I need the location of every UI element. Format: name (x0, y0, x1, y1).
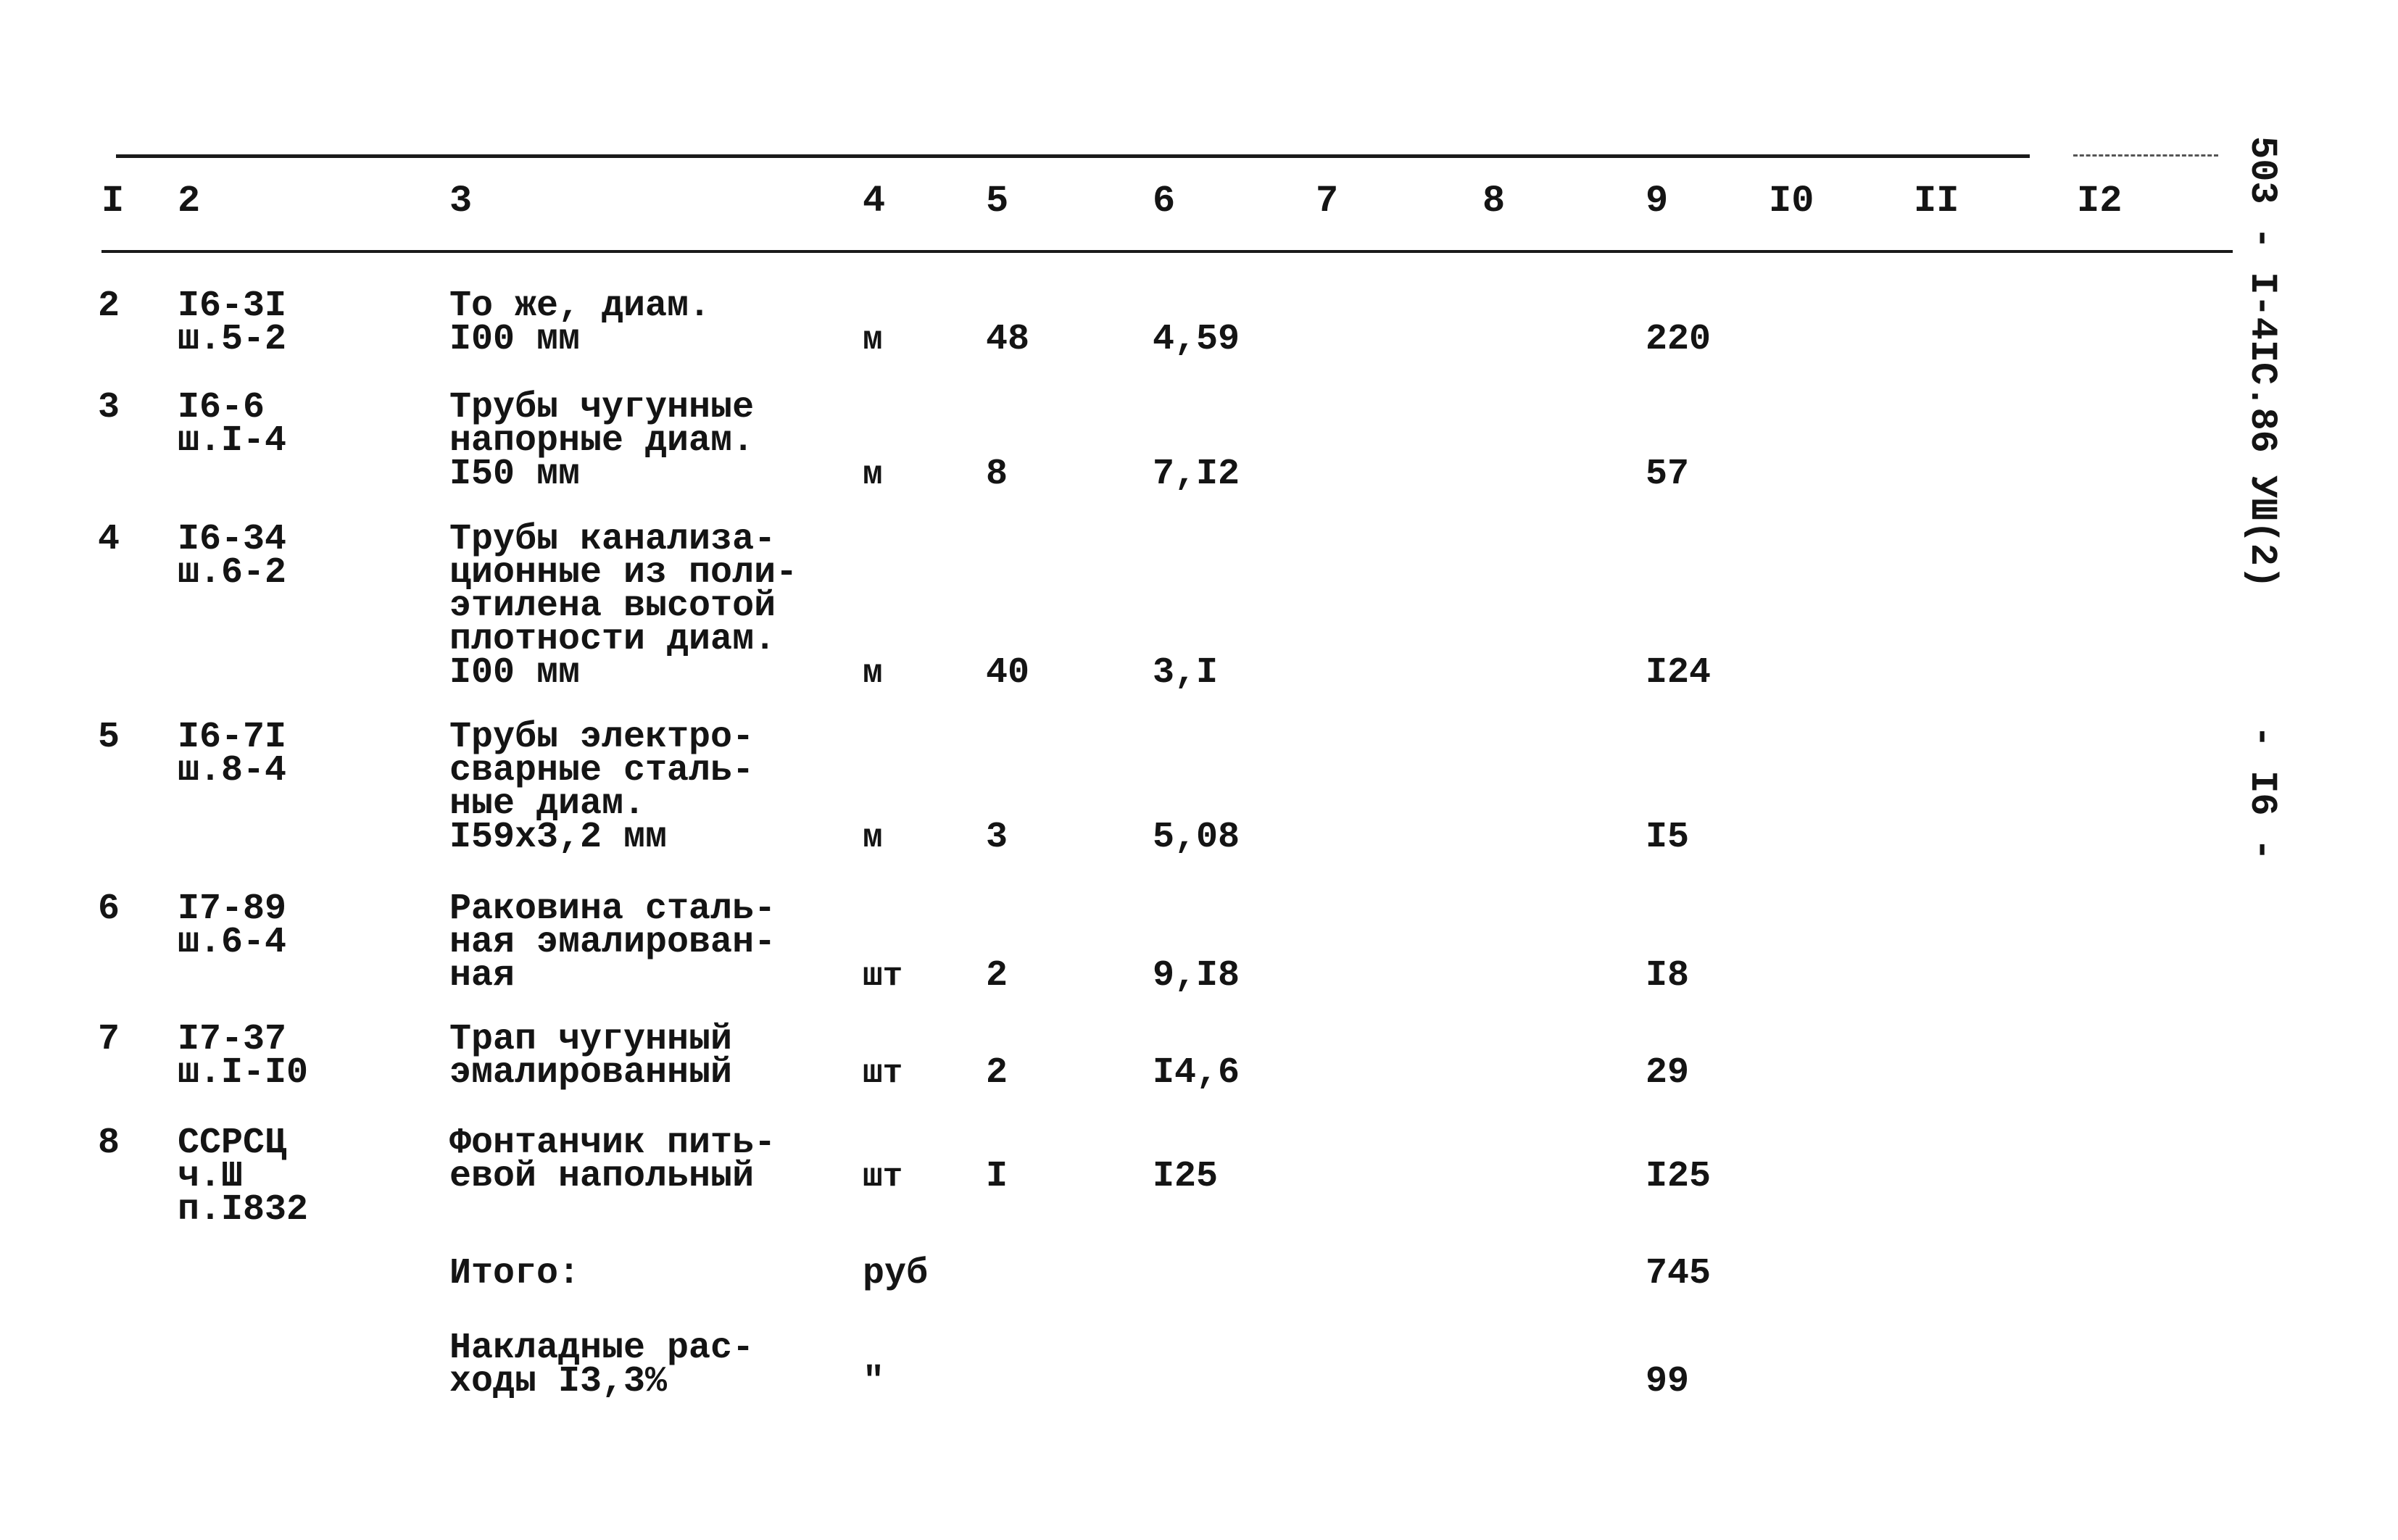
row-total: 57 (1646, 454, 1690, 495)
row-reference-line: I6-34 (178, 519, 287, 560)
summary-label-line: Итого: (449, 1253, 581, 1294)
row-reference (178, 717, 287, 791)
row-total: I24 (1646, 652, 1712, 694)
summary-total: 99 (1646, 1361, 1690, 1402)
column-header: I (101, 180, 125, 222)
row-item-name-line: I00 мм (449, 652, 581, 694)
column-header: 2 (178, 180, 201, 222)
document-code: 503 - I-4IC.86 УШ(2) (2241, 136, 2283, 589)
row-quantity: 2 (986, 1052, 1008, 1094)
row-reference-line: I6-6 (178, 387, 265, 428)
summary-label (449, 1253, 581, 1294)
row-reference-line: ш.5-2 (178, 319, 287, 360)
row-reference (178, 387, 287, 462)
row-reference-line: I7-89 (178, 888, 287, 930)
row-item-name (449, 888, 776, 996)
page-number: - I6 - (2241, 725, 2283, 861)
row-total: I8 (1646, 955, 1690, 996)
row-item-name (449, 519, 798, 694)
row-item-name (449, 1019, 733, 1094)
row-unit-price: 3,I (1153, 652, 1219, 694)
column-header: 5 (986, 180, 1009, 222)
row-total: I25 (1646, 1156, 1712, 1197)
row-reference-line: I6-3I (178, 286, 287, 327)
row-item-name-line: Раковина сталь- (449, 888, 776, 930)
row-unit-price: I25 (1153, 1156, 1219, 1197)
row-number: 4 (98, 519, 120, 560)
row-item-name-line: ные диам. (449, 783, 646, 825)
row-reference (178, 888, 287, 963)
top-rule-dashed-end (2073, 154, 2218, 157)
row-reference (178, 1123, 309, 1231)
summary-total: 745 (1646, 1253, 1712, 1294)
row-reference-line: I6-7I (178, 717, 287, 758)
row-item-name-line: плотности диам. (449, 619, 776, 660)
row-unit: м (863, 819, 883, 857)
column-header: I2 (2077, 180, 2123, 222)
row-item-name-line: Трубы канализа- (449, 519, 776, 560)
row-item-name-line: I50 мм (449, 454, 581, 495)
row-unit: шт (863, 1054, 903, 1092)
row-reference-line: ш.I-4 (178, 420, 287, 462)
row-quantity: 8 (986, 454, 1008, 495)
row-item-name-line: То же, диам. (449, 286, 711, 327)
summary-label (449, 1328, 755, 1402)
row-unit: м (863, 654, 883, 692)
row-unit: шт (863, 1158, 903, 1196)
row-item-name-line: I59х3,2 мм (449, 817, 668, 858)
row-item-name-line: ная (449, 955, 515, 996)
summary-unit: " (863, 1361, 885, 1402)
summary-unit: руб (863, 1253, 929, 1294)
row-item-name-line: Трап чугунный (449, 1019, 733, 1060)
document-side-label (2240, 136, 2283, 861)
row-total: 29 (1646, 1052, 1690, 1094)
row-quantity: 40 (986, 652, 1030, 694)
column-header: 4 (863, 180, 886, 222)
row-reference (178, 286, 287, 360)
top-rule (116, 154, 2030, 158)
row-unit-price: 7,I2 (1153, 454, 1240, 495)
row-item-name (449, 717, 755, 858)
row-reference-line: ш.6-2 (178, 552, 287, 594)
row-item-name-line: эмалированный (449, 1052, 733, 1094)
column-header: 8 (1482, 180, 1506, 222)
row-number: 7 (98, 1019, 120, 1060)
row-unit: м (863, 321, 883, 359)
row-total: I5 (1646, 817, 1690, 858)
row-unit-price: I4,6 (1153, 1052, 1240, 1094)
row-quantity: 2 (986, 955, 1008, 996)
row-unit-price: 5,08 (1153, 817, 1240, 858)
column-header: 6 (1153, 180, 1176, 222)
row-item-name-line: ная эмалирован- (449, 922, 776, 963)
row-reference-line: I7-37 (178, 1019, 287, 1060)
row-unit-price: 4,59 (1153, 319, 1240, 360)
row-item-name (449, 1123, 776, 1197)
row-item-name-line: этилена высотой (449, 586, 776, 627)
row-number: 2 (98, 286, 120, 327)
row-number: 8 (98, 1123, 120, 1164)
row-quantity: 3 (986, 817, 1008, 858)
row-reference (178, 1019, 309, 1094)
column-header: 7 (1316, 180, 1339, 222)
row-number: 5 (98, 717, 120, 758)
row-reference-line: п.I832 (178, 1189, 309, 1231)
row-unit: шт (863, 957, 903, 995)
row-number: 3 (98, 387, 120, 428)
row-reference-line: ш.6-4 (178, 922, 287, 963)
header-bottom-rule (101, 250, 2233, 253)
column-header: I0 (1769, 180, 1814, 222)
summary-label-line: ходы I3,3% (449, 1361, 668, 1402)
row-item-name-line: Трубы электро- (449, 717, 755, 758)
row-total: 220 (1646, 319, 1712, 360)
row-item-name-line: ционные из поли- (449, 552, 798, 594)
row-item-name (449, 387, 755, 495)
column-header: 9 (1646, 180, 1669, 222)
row-unit-price: 9,I8 (1153, 955, 1240, 996)
row-quantity: I (986, 1156, 1008, 1197)
row-item-name-line: евой напольный (449, 1156, 755, 1197)
column-header: 3 (449, 180, 473, 222)
row-item-name (449, 286, 711, 360)
row-reference-line: ш.I-I0 (178, 1052, 309, 1094)
row-reference (178, 519, 287, 594)
row-reference-line: ч.Ш (178, 1156, 244, 1197)
row-unit: м (863, 456, 883, 494)
row-item-name-line: сварные сталь- (449, 750, 755, 791)
row-item-name-line: I00 мм (449, 319, 581, 360)
summary-label-line: Накладные рас- (449, 1328, 755, 1369)
row-item-name-line: напорные диам. (449, 420, 755, 462)
column-header: II (1914, 180, 1959, 222)
row-item-name-line: Трубы чугунные (449, 387, 755, 428)
row-reference-line: ш.8-4 (178, 750, 287, 791)
row-item-name-line: Фонтанчик пить- (449, 1123, 776, 1164)
row-reference-line: ССРСЦ (178, 1123, 287, 1164)
row-number: 6 (98, 888, 120, 930)
row-quantity: 48 (986, 319, 1030, 360)
